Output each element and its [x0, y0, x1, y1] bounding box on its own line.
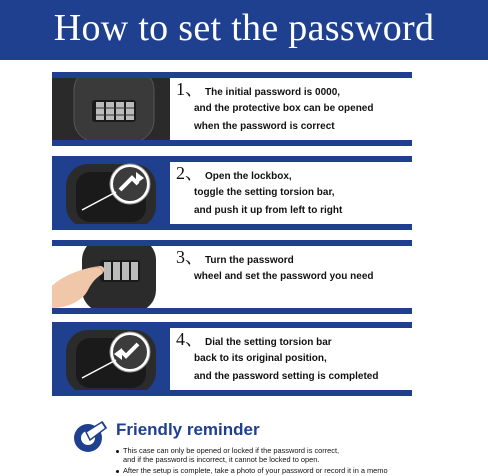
step-1-number: 1、: [176, 79, 203, 99]
step-4-line-3: and the password setting is completed: [194, 371, 379, 382]
step-3-photo: [52, 246, 170, 308]
step-1-line-1: The initial password is 0000,: [205, 87, 341, 98]
step-3-number: 3、: [176, 247, 203, 267]
step-4-photo: [52, 328, 170, 390]
reminder-bullet-2: [116, 466, 388, 475]
step-2-line-1: Open the lockbox,: [205, 171, 292, 182]
step-4-number: 4、: [176, 329, 203, 349]
reminder-bullet-1-line-2: and if the password is incorrect, it cannot be locked to open.: [123, 455, 320, 464]
step-2-card: [52, 156, 412, 230]
reminder-icon: [72, 418, 110, 456]
step-1-card: [52, 72, 412, 146]
step-2-photo: [52, 162, 170, 224]
step-3-card: [52, 240, 412, 314]
step-2-number: 2、: [176, 163, 203, 183]
step-4-line-2: back to its original position,: [194, 353, 327, 364]
reminder-bullet-1-line-1: This case can only be opened or locked if the password is correct,: [123, 446, 340, 455]
step-3-line-1: Turn the password: [205, 255, 294, 266]
step-1-line-2: and the protective box can be opened: [194, 103, 374, 114]
step-2-line-3: and push it up from left to right: [194, 205, 343, 216]
step-1-line-3: when the password is correct: [194, 121, 335, 132]
step-1-photo: [52, 78, 170, 140]
page-title: How to set the password: [53, 7, 435, 49]
reminder-bullet-1: [116, 446, 339, 464]
step-4-card: [52, 322, 412, 396]
step-3-line-2: wheel and set the password you need: [194, 271, 374, 282]
header-banner: [0, 0, 488, 60]
reminder-title: Friendly reminder: [116, 420, 260, 439]
reminder-bullet-2-line-1: After the setup is complete, take a photo of your password or record it in a memo: [123, 466, 388, 475]
step-4-line-1: Dial the setting torsion bar: [205, 337, 332, 348]
step-2-line-2: toggle the setting torsion bar,: [194, 187, 335, 198]
